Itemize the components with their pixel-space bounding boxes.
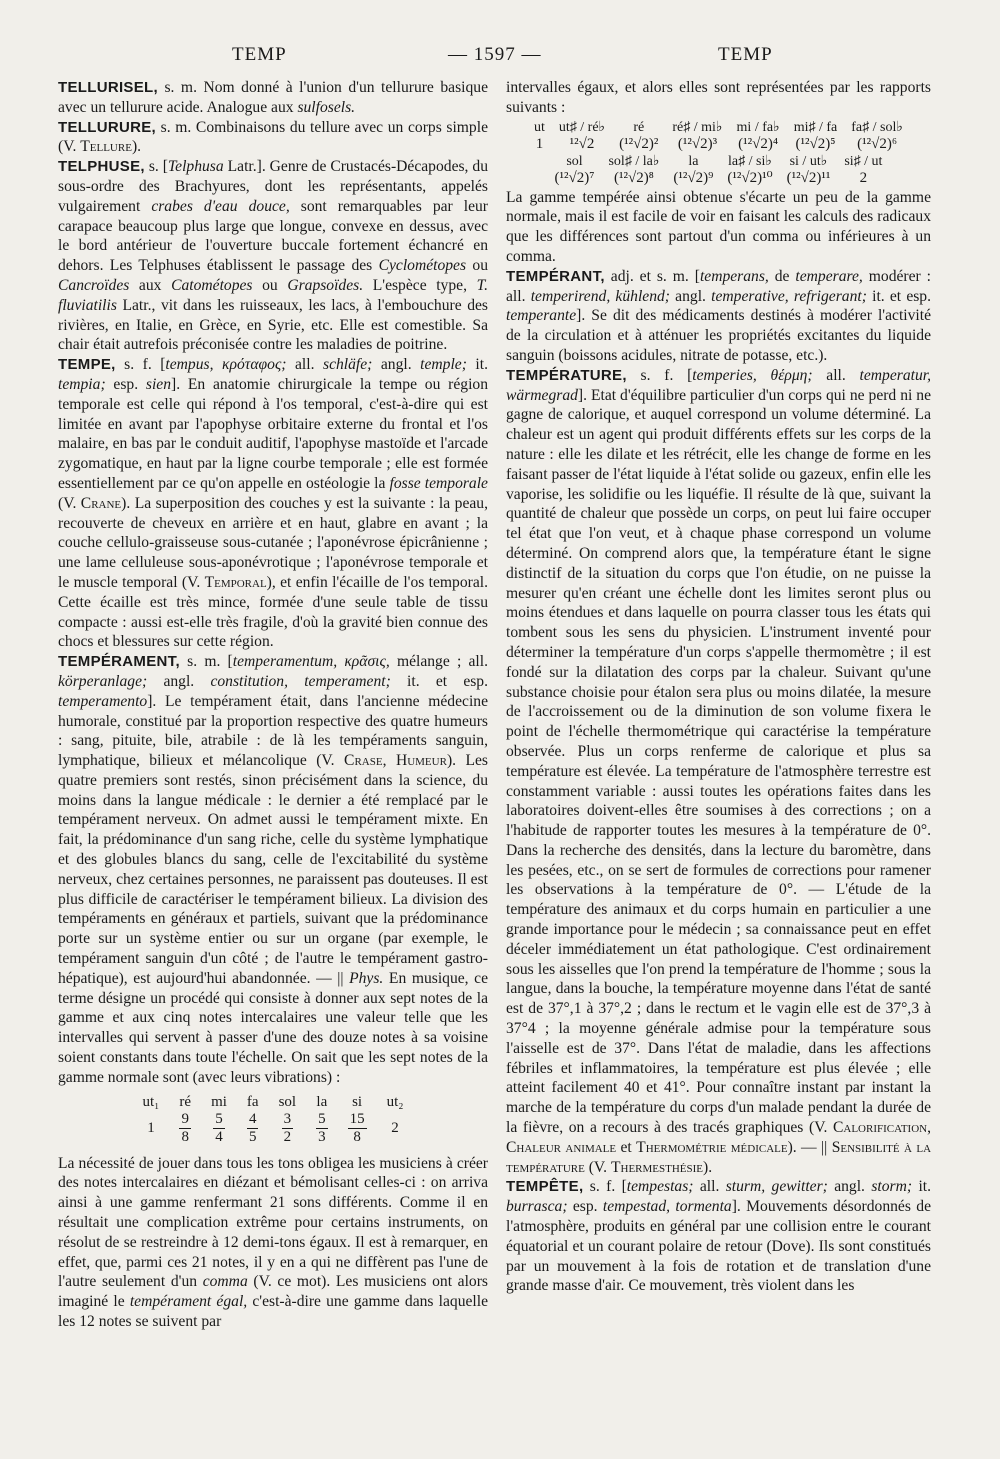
entry-italic: crabes d'eau douce,: [151, 197, 290, 215]
entry-text: s. m. Combinaisons du tellure avec un corps simple (V.: [58, 118, 488, 156]
ratio-value: 2: [391, 1119, 399, 1136]
denominator: 8: [181, 1128, 189, 1145]
left-column: [58, 78, 488, 1448]
entry-text: all.: [286, 356, 323, 374]
headword: TEMPÉRATURE,: [506, 366, 627, 384]
numerator: 4: [248, 1110, 257, 1127]
cross-reference: Thermesthésie: [610, 1158, 704, 1176]
ratio-value: (¹²√2)⁹: [673, 169, 714, 186]
cross-reference: Sensibilité à la température: [506, 1138, 931, 1176]
entry-italic: sulfosels.: [297, 98, 356, 116]
entry-text: all.: [693, 1178, 726, 1196]
entry-tempe: [58, 355, 488, 652]
entry-text: de: [768, 267, 796, 285]
entry-text: Latr.]. Genre de Crustacés-Décapodes, du sous-ordre des Brachyures, dont les représentants, appelés vulgairement: [58, 158, 488, 215]
entry-italic: fosse temporale: [389, 474, 488, 492]
entry-text: it. et esp.: [866, 287, 931, 305]
headword: TELLURISEL,: [58, 79, 158, 96]
ratio-value: 2: [859, 169, 868, 186]
note-name: ut₂: [386, 1093, 404, 1110]
entry-italic: constitution, temperament;: [210, 672, 391, 690]
entry-text: ]. Mouvements désordonnés de l'atmosphère, produits en général par une collision entre le courant équatorial et un courant polaire de retour (Dove). Ils sont constitués par un mouvement à la fois de rotation et de translation d'une grande masse d'air. Ce mouvement, très violent dans les: [506, 1198, 931, 1295]
headword: TEMPÊTE,: [506, 1178, 584, 1196]
ratio-fraction: [201, 1111, 237, 1146]
note-name: sol♯ / la♭: [608, 153, 660, 169]
page-number: — 1597 —: [448, 44, 542, 65]
entry-italic: temperamentum, κρᾶσις,: [232, 653, 390, 671]
entry-text: aux: [129, 276, 172, 294]
ratio-value: 1: [147, 1119, 155, 1136]
entry-text: (V.: [58, 494, 81, 512]
entry-text: sont remarquables par leur carapace beaucoup plus large que longue, convexe en dessus, avec le bord antérieur de l'ouverture buccale fortement échancré en dehors. Les Telphuses établissent le passage des: [58, 197, 488, 275]
entry-italic: temperative, refrigerant;: [711, 287, 867, 305]
ratio-value: ¹²√2: [569, 135, 595, 152]
ratio-value: (¹²√2)⁷: [554, 169, 595, 186]
ratio-value: 1: [535, 135, 544, 152]
denominator: 3: [318, 1128, 326, 1145]
cross-reference: Thermométrie médicale: [636, 1138, 788, 1156]
right-column: [506, 78, 931, 1448]
numerator: 3: [283, 1110, 292, 1127]
ratio-value: (¹²√2)³: [677, 135, 718, 152]
ratio-fraction: [269, 1111, 307, 1146]
entry-text: angl.: [827, 1178, 872, 1196]
denominator: 5: [248, 1128, 257, 1145]
ratio-value: (¹²√2)⁸: [613, 169, 654, 186]
entry-text: La nécessité de jouer dans tous les tons obligea les musiciens à créer des notes intercalaires en diézant et bémolisant celles-ci : on arriva ainsi à une gamme renfermant 21 sons différents. Comme il en résultait une complication extrême pour certains instruments, on résolut de se restreindre à 12 demi-tons égaux. Il est à remarquer, en effet, que, parmi ces 21 notes, il y en a qui ne diffèrent pas l'une de l'autre seulement d'un: [58, 1154, 488, 1291]
entry-text: it.: [912, 1178, 931, 1196]
tempered-scale-table-2: [548, 154, 890, 186]
entry-italic: schläfe;: [323, 356, 373, 374]
entry-text: angl.: [669, 287, 712, 305]
entry-text: ). La superposition des couches y est la suivante : la peau, recouverte de cheveux en arrière et en haut, glabre en avant ; la couche cellulo-graisseuse sous-cutanée ; l'aponévrose épicrânienne ; une lame celluleuse sous-aponévrotique ; l'aponévrose temporale et le muscle temporal (V.: [58, 494, 488, 591]
entry-italic: Cancroïdes: [58, 276, 130, 294]
entry-italic: comma: [202, 1273, 248, 1291]
entry-text: s. f. [: [115, 356, 166, 374]
entry-text: ou: [466, 257, 488, 275]
cross-reference: Tellure: [80, 138, 132, 156]
cross-reference: Temporal: [204, 573, 267, 591]
note-name: fa: [246, 1093, 259, 1110]
note-name: sol: [278, 1093, 297, 1110]
entry-italic: storm;: [871, 1178, 913, 1196]
entry-italic: temperans,: [699, 267, 769, 285]
note-name: ut♯ / ré♭: [558, 119, 606, 135]
ratio-fraction: [306, 1111, 338, 1146]
entry-italic: Cyclométopes: [378, 257, 467, 275]
numerator: 5: [215, 1110, 223, 1127]
note-name: la♯ / si♭: [728, 153, 772, 169]
entry-text: s. m. Nom donné à l'union d'un tellurure basique avec un tellurure acide. Analogue aux: [58, 79, 488, 116]
paragraph-intro: intervalles égaux, et alors elles sont représentées par les rapports suivants :: [506, 79, 931, 116]
entry-text: L'espèce type,: [363, 276, 477, 294]
entry-italic: tempérament égal,: [129, 1293, 248, 1311]
entry-text: (V. ce mot). Les musiciens ont alors imaginé le: [58, 1273, 488, 1311]
entry-text: ]. En anatomie chirurgicale la tempe ou région temporale est celle qui répond à l'os temporal, c'est-à-dire qui est limitée en avant par l'apophyse orbitaire externe du frontal et l'os malaire, en bas par le conduit auditif, l'apophyse mastoïde et l'arcade zygomatique, en haut par la ligne courbe temporale ; elle est formée essentiellement par ce qu'on appelle en ostéologie la: [58, 375, 488, 492]
entry-text: ).: [703, 1158, 713, 1176]
entry-italic: Catométopes: [171, 276, 253, 294]
entry-text: esp.: [105, 375, 146, 393]
paragraph-comma: [58, 1154, 488, 1332]
entry-italic: Phys.: [349, 969, 384, 987]
entry-text: s. f. [: [626, 366, 693, 384]
ratio-fraction: [338, 1111, 377, 1146]
entry-temperature: [506, 366, 931, 1178]
entry-text: ). Les quatre premiers sont restés, sinon précisément dans la science, du moins dans la langue médicale : le dernier a été remplacé par le tempérament nerveux. On admet aussi le tempérament mixte. En fait, la prédominance d'un sang riche, celle du système lymphatique et des globules blancs du sang, celle de l'excitabilité du système nerveux, chez certaines personnes, ne paraissent pas douteuses. Il est plus difficile de caractériser le tempérament bilieux. La division des tempéraments en généraux et partiels, suivant que la prédominance porte sur un système entier ou sur un organe (par exemple, le tempérament sanguin d'un côté ; de l'autre le tempérament gastro-hépatique), est aujourd'hui abandonnée. — ||: [58, 752, 488, 987]
note-name: la: [316, 1093, 328, 1110]
ratio-value: (¹²√2)⁴: [738, 135, 779, 152]
ratio-value: (¹²√2)⁶: [857, 135, 898, 152]
ratio-value: (¹²√2)¹¹: [786, 169, 831, 186]
entry-italic: temperatur, wärmegrad: [506, 366, 931, 404]
entry-text: ]. Etat d'équilibre particulier d'un corps qui ne perd ni ne gagne de calorique, et auquel correspond un volume déterminé. La chaleur est un agent qui produit différents effets sur les corps de la nature : elle les dilate et les rétrécit, elle les change de forme en les faisant passer de l'état liquide à l'état solide ou gazeux, enfin elle les vaporise, les solidifie ou les liquéfie. Il résulte de là que, suivant la quantité de chaleur que possède un corps, on peut lui faire occuper tel état que l'on veut, et à chaque phase correspond un volume déterminé. On comprend alors que, la température étant le signe distinctif de la situation du corps que l'on étudie, on ne puisse la mesurer qu'en créant une échelle dont les limites seront plus ou moins étendues et dans laquelle on pourra classer tous les états qui tombent sous les sens du physicien. L'instrument inventé pour déterminer la température d'un corps s'appelle thermomètre ; il est fondé sur la dilatation des corps par la chaleur. Suivant qu'une substance choisie pour étalon sera plus ou moins dilatée, la mesure de l'accroissement ou de la diminution de son volume fixera le point de l'échelle thermométrique qui caractérise la température observée. Plus un corps renferme de calorique et plus sa température est élevée. La température de l'atmosphère terrestre est constamment variable : aussi toutes les opérations faites dans les laboratoires doivent-elles être soumises à des corrections ; on a l'habitude de rapporter toutes les mesures à la température de 0°. Dans la recherche des densités, dans la lecture du baromètre, dans les pesées, etc., on se sert de formules de corrections pour ramener les observations à la température de 0°. — L'étude de la température des animaux et du corps humain en particulier a une grande importance pour le médecin ; sa connaissance peut en effet déceler immédiatement un état pathologique. C'est ordinairement sous les aisselles que l'on prend la température de l'homme ; sous la langue, dans la bouche, la température moyenne dans l'état de santé est de 37°,1 à 37°,2 ; dans le rectum et le vagin elle est de 37°,3 à 37°4 ; la moyenne générale admise pour la température sous l'aisselle est de 37°. Dans l'état de maladie, dans les affections fébriles et inflammatoires, la température est plus élevée ; elle atteint facilement 40 et 41°. Pour connaître instant par instant la marche de la température du corps d'un malade pendant la durée de la fièvre, on a recours à des tracés graphiques (V.: [506, 386, 931, 1137]
denominator: 8: [353, 1128, 361, 1145]
entry-text: (V.: [584, 1158, 611, 1176]
entry-text: it.: [466, 356, 488, 374]
cross-reference: Calorification, Chaleur animale: [506, 1119, 931, 1156]
entry-text: ). — ||: [787, 1138, 832, 1156]
running-head-left: TEMP: [232, 44, 287, 65]
entry-text: mélange ; all.: [389, 653, 488, 671]
entry-text: ,: [382, 752, 396, 770]
entry-text: c'est-à-dire une gamme dans laquelle les 12 notes se suivent par: [58, 1293, 488, 1331]
entry-text: s. f. [: [583, 1178, 627, 1196]
note-name: fa♯ / sol♭: [851, 119, 903, 135]
entry-italic: temperare,: [795, 267, 863, 285]
entry-text: esp.: [567, 1198, 603, 1216]
entry-text: ]. Le tempérament était, dans l'ancienne médecine humorale, constitué par la proportion respective des quatre humeurs : sang, pituite, bile, atrabile : de là les tempéraments sanguin, lymphatique, bilieux et mélancolique (V.: [58, 692, 488, 770]
entry-text: En musique, ce terme désigne un procédé qui consiste à donner aux sept notes de la gamme et aux cinq notes intercalaires une valeur telle que les intervalles qui servent à passer d'une des douze notes à sa voisine soient constants dans toute l'échelle. On sait que les sept notes de la gamme normale sont (avec leurs vibrations) :: [58, 969, 488, 1086]
entry-italic: temperamento: [58, 692, 148, 710]
entry-text: ), et enfin l'écaille de l'os temporal. Cette écaille est très mince, formée d'une seule table de tissu compacte : aussi est-elle très fragile, d'où la gravité bien connue des chocs et blessures sur cette région.: [58, 573, 488, 651]
entry-text: angl.: [372, 356, 421, 374]
note-name: si♯ / ut: [844, 153, 883, 169]
note-name: mi / fa♭: [736, 119, 780, 135]
note-name: ut: [534, 119, 545, 135]
entry-telphuse: [58, 157, 488, 355]
ratio-fraction: [169, 1111, 201, 1146]
entry-italic: temple;: [420, 356, 467, 374]
entry-text: it. et esp.: [390, 672, 488, 690]
entry-italic: T. fluviatilis: [58, 276, 488, 314]
note-name: mi: [211, 1093, 227, 1110]
numerator: 9: [181, 1110, 189, 1127]
note-name: si / ut♭: [789, 153, 828, 169]
note-name: ré: [633, 119, 645, 135]
entry-text: adj. et s. m. [: [604, 267, 700, 285]
note-name: mi♯ / fa: [793, 119, 838, 135]
headword: TELPHUSE,: [58, 158, 145, 176]
denominator: 2: [283, 1128, 292, 1145]
entry-italic: temperante: [506, 307, 577, 325]
normal-scale-table: [133, 1094, 414, 1146]
tempered-scale-table-1: [527, 120, 910, 152]
entry-italic: burrasca;: [506, 1198, 568, 1216]
denominator: 4: [215, 1128, 223, 1145]
ratio-value: (¹²√2)²: [619, 135, 659, 152]
entry-text: s. m. [: [179, 653, 233, 671]
note-name: si: [352, 1093, 363, 1110]
entry-text: angl.: [147, 672, 211, 690]
numerator: 15: [349, 1110, 365, 1127]
entry-italic: tempestas;: [626, 1178, 694, 1196]
entry-italic: Telphusa: [167, 158, 224, 176]
entry-italic: tempestad, tormenta: [602, 1198, 732, 1216]
entry-italic: temperies, θέρμη;: [692, 366, 813, 384]
headword: TEMPE,: [58, 356, 116, 374]
entry-tellurisel: [58, 78, 488, 118]
entry-italic: temperirend, kühlend;: [530, 287, 670, 305]
entry-text: ]. Se dit des médicaments destinés à modérer l'activité de la circulation et à atténuer les propriétés excitantes du liquide sanguin (boissons acidules, nitrate de potasse, etc.).: [506, 307, 931, 364]
entry-temperant: [506, 267, 931, 366]
entry-tellurure: [58, 118, 488, 158]
entry-text: ou: [252, 276, 288, 294]
note-name: ut₁: [142, 1093, 160, 1110]
note-name: ré♯ / mi♭: [672, 119, 723, 135]
numerator: 5: [318, 1110, 326, 1127]
entry-italic: sien: [145, 375, 172, 393]
cross-reference: Humeur: [395, 752, 447, 770]
entry-text: modérer : all.: [506, 267, 931, 305]
cross-reference: Crane: [80, 494, 122, 512]
headword: TEMPÉRAMENT,: [58, 653, 180, 671]
note-name: la: [688, 153, 699, 169]
ratio-value: (¹²√2)¹⁰: [727, 169, 773, 186]
entry-italic: tempus, κρόταφος;: [165, 356, 287, 374]
entry-tempete: [506, 1177, 931, 1296]
running-head-right: TEMP: [718, 44, 773, 65]
note-name: sol: [566, 153, 583, 169]
ratio-value: (¹²√2)⁵: [795, 135, 836, 152]
entry-italic: tempia;: [58, 375, 106, 393]
entry-text: Latr., vit dans les ruisseaux, les lacs, à l'embouchure des rivières, en Italie, en Grèce, en Syrie, etc. Elle est comestible. Sa chair était autrefois préconisée contre les maladies de poitrine.: [58, 296, 488, 354]
entry-italic: körperanlage;: [58, 672, 148, 690]
entry-text: et: [616, 1138, 637, 1156]
paragraph-gamme: La gamme tempérée ainsi obtenue s'écarte un peu de la gamme normale, mais il est facile de voir en faisant les calculs des radicaux que les différences sont partout d'un comma ou inférieures à un comma.: [506, 188, 931, 265]
ratio-fraction: [237, 1111, 269, 1146]
note-name: ré: [179, 1093, 192, 1110]
entry-text: ).: [131, 138, 142, 156]
headword: TELLURURE,: [58, 118, 156, 136]
entry-italic: Grapsoïdes.: [287, 276, 364, 294]
cross-reference: Crase: [344, 752, 383, 770]
headword: TEMPÉRANT,: [506, 267, 605, 285]
entry-temperament: [58, 652, 488, 1088]
entry-text: s. [: [144, 158, 168, 176]
entry-italic: sturm, gewitter;: [725, 1178, 828, 1196]
entry-text: all.: [812, 366, 860, 384]
